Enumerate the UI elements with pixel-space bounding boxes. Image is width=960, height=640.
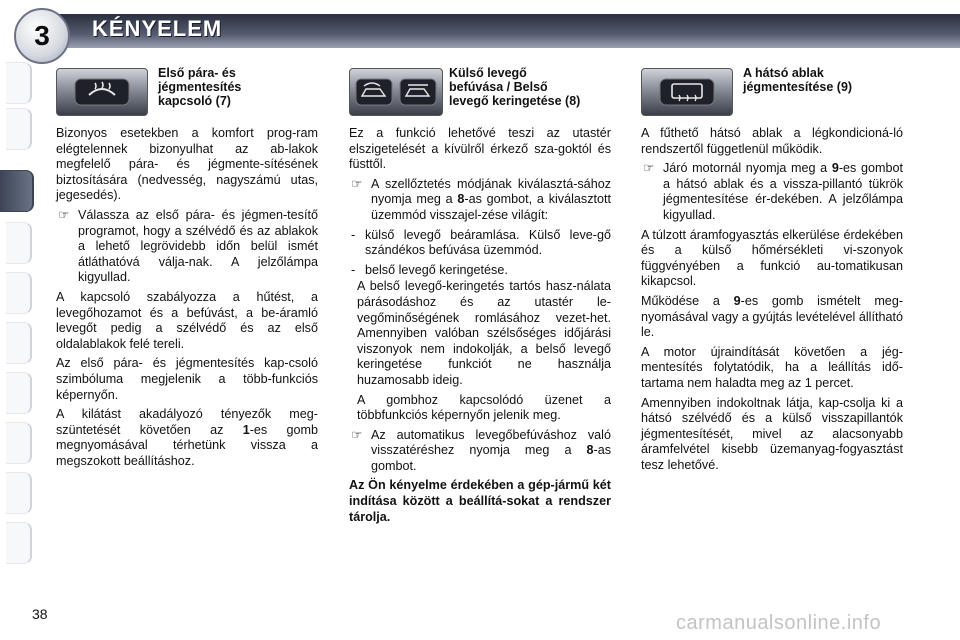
text-run: Működése a xyxy=(641,293,734,308)
instruction-item xyxy=(641,161,903,223)
section-body xyxy=(349,126,611,529)
instruction-text: Válassza az első pára- és jégmen-tesítő programot, hogy a szélvédő és az ablakok a lehető legrövidebb időn belül ismét átláthatóvá válja-nak. A jelzőlámpa kigyullad. xyxy=(78,207,318,285)
paragraph: Bizonyos esetekben a komfort prog-ram elégtelennek bizonyulhat az ab-lakok megfelelő pára- és jégmente-sítésének biztosítására (nedvesség, nagyszámú utas, jegesedés). xyxy=(56,126,318,203)
text-run: -as gombot, a kiválasztott üzemmód visszajel-zése világít: xyxy=(371,192,611,222)
chapter-number: 3 xyxy=(34,20,50,51)
chapter-tab-2[interactable] xyxy=(6,108,32,150)
dash-item xyxy=(349,228,611,259)
chapter-tab-5[interactable] xyxy=(6,272,32,314)
chapter-tab-3[interactable] xyxy=(0,170,34,212)
chapter-tab-9[interactable] xyxy=(6,472,32,514)
rear-defrost-icon xyxy=(641,68,733,116)
text-run: -es gombot a hátsó ablak és a vissza-pillantó tükrök jégmentesítése ér-dekében. A jelzőlámpa kigyullad. xyxy=(663,161,904,222)
paragraph: Ez a funkció lehetővé teszi az utastér elszigetelését a kívülről érkező sza-goktól és füsttől. xyxy=(349,126,611,172)
air-recirculation-icon xyxy=(349,68,443,116)
chapter-tab-7[interactable] xyxy=(6,372,32,414)
section-body xyxy=(641,126,903,477)
chapter-title: KÉNYELEM xyxy=(92,16,223,41)
title-line: Első pára- és xyxy=(158,66,236,80)
instruction-item xyxy=(349,428,611,475)
paragraph: A motor újraindítását követően a jég-mentesítés folytatódik, ha a leállítás idő-tartama nem haladta meg az 1 percet. xyxy=(641,344,903,390)
button-ref: 9 xyxy=(733,293,741,308)
paragraph: A gombhoz kapcsolódó üzenet a többfunkciós képernyőn jelenik meg. xyxy=(357,392,611,423)
title-line: Külső levegő xyxy=(449,66,527,80)
button-ref: 1 xyxy=(242,422,250,437)
closing-note: Az Ön kényelme érdekében a gép-jármű két indítása között a beállítá-sokat a rendszer tárolja. xyxy=(349,478,611,524)
chapter-tab-10[interactable] xyxy=(6,522,32,564)
text-run: A kilátást akadályozó tényezők meg-szüntetését követően az xyxy=(56,407,318,437)
text-run: Járó motornál nyomja meg a xyxy=(663,161,832,176)
hand-pointer-icon: ☞ xyxy=(643,161,655,176)
watermark: carmanualsonline.info xyxy=(676,612,882,634)
title-line: jégmentesítése (9) xyxy=(743,80,853,94)
paragraph: Amennyiben indokoltnak látja, kap-csolja ki a hátsó szélvédő és a külső visszapillantók jégmentesítését, mivel az alacsonyabb áramfelvétel kisebb üzemanyag-fogyasztást tesz lehetővé. xyxy=(641,395,903,472)
hand-pointer-icon: ☞ xyxy=(351,427,363,442)
text-run: -as gombot. xyxy=(371,443,611,473)
chapter-tab-4[interactable] xyxy=(6,222,32,264)
section-body xyxy=(56,126,318,473)
dash-marker: - xyxy=(351,227,356,242)
chapter-tab-6[interactable] xyxy=(6,322,32,364)
hand-pointer-icon: ☞ xyxy=(351,176,363,191)
title-line: A hátsó ablak xyxy=(743,66,824,80)
paragraph: A belső levegő-keringetés tartós hasz-nálata párásodáshoz és az utastér le-vegőminőségének romlásához vezet-het. Amennyiben valóban szélsőséges időjárási viszonyok nem indokolják, a belső levegő keringetése funkciót ne használja huzamosabb ideig. xyxy=(357,279,611,387)
hand-pointer-icon: ☞ xyxy=(58,207,70,222)
page-number: 38 xyxy=(32,606,48,622)
front-defrost-icon xyxy=(56,68,148,116)
title-line: befúvása / Belső xyxy=(449,80,548,94)
text-run: -es gomb megnyomásával térhetünk vissza a megszokott beállításhoz. xyxy=(56,422,318,468)
title-line: jégmentesítés xyxy=(158,80,242,94)
paragraph: A fűthető hátsó ablak a légkondicioná-ló rendszertől függetlenül működik. xyxy=(641,126,903,156)
dash-item xyxy=(349,263,611,279)
chapter-number-badge xyxy=(14,8,70,64)
text-run: A szellőztetés módjának kiválasztá-sához nyomja meg a xyxy=(371,176,611,207)
chapter-tab-1[interactable] xyxy=(6,62,32,104)
section-title-air-recirculation xyxy=(449,66,580,108)
instruction-text xyxy=(663,161,903,223)
chapter-tab-8[interactable] xyxy=(6,422,32,464)
title-line: levegő keringetése (8) xyxy=(449,94,581,108)
dash-text: belső levegő keringetése. xyxy=(365,262,508,277)
paragraph: A túlzott áramfogyasztás elkerülése érdekében és a külső hőmérsékleti vi-szonyok függvényében a funkció au-tomatikusan kikapcsol. xyxy=(641,227,903,289)
chapter-tabs xyxy=(0,62,34,582)
section-title-front-defrost xyxy=(158,66,241,108)
text-run: -es gomb ismételt meg-nyomásával vagy a gyújtás levételével állítható le. xyxy=(641,293,904,340)
dash-marker: - xyxy=(351,262,356,277)
dash-text: külső levegő beáramlása. Külső leve-gő szándékos befúvása üzemmód. xyxy=(365,227,611,258)
button-ref: 9 xyxy=(831,161,839,176)
button-ref: 8 xyxy=(457,192,465,207)
button-ref: 8 xyxy=(586,443,594,458)
paragraph: A kapcsoló szabályozza a hűtést, a levegőhozamot és a befúvást, a be-áramló levegőt pedig a szélvédő és az első oldalablakok felé tereli. xyxy=(56,289,318,351)
paragraph xyxy=(56,407,318,469)
section-title-rear-defrost xyxy=(743,66,852,94)
title-line: kapcsoló (7) xyxy=(158,94,231,108)
instruction-text xyxy=(371,428,611,475)
paragraph: Az első pára- és jégmentesítés kap-csoló szimbóluma megjelenik a több-funkciós képernyőn. xyxy=(56,356,318,402)
text-run: Az automatikus levegőbefúváshoz való visszatéréshez nyomja meg a xyxy=(371,427,611,458)
paragraph xyxy=(641,294,903,341)
instruction-item xyxy=(56,208,318,286)
instruction-item xyxy=(349,177,611,224)
instruction-text xyxy=(371,177,611,224)
